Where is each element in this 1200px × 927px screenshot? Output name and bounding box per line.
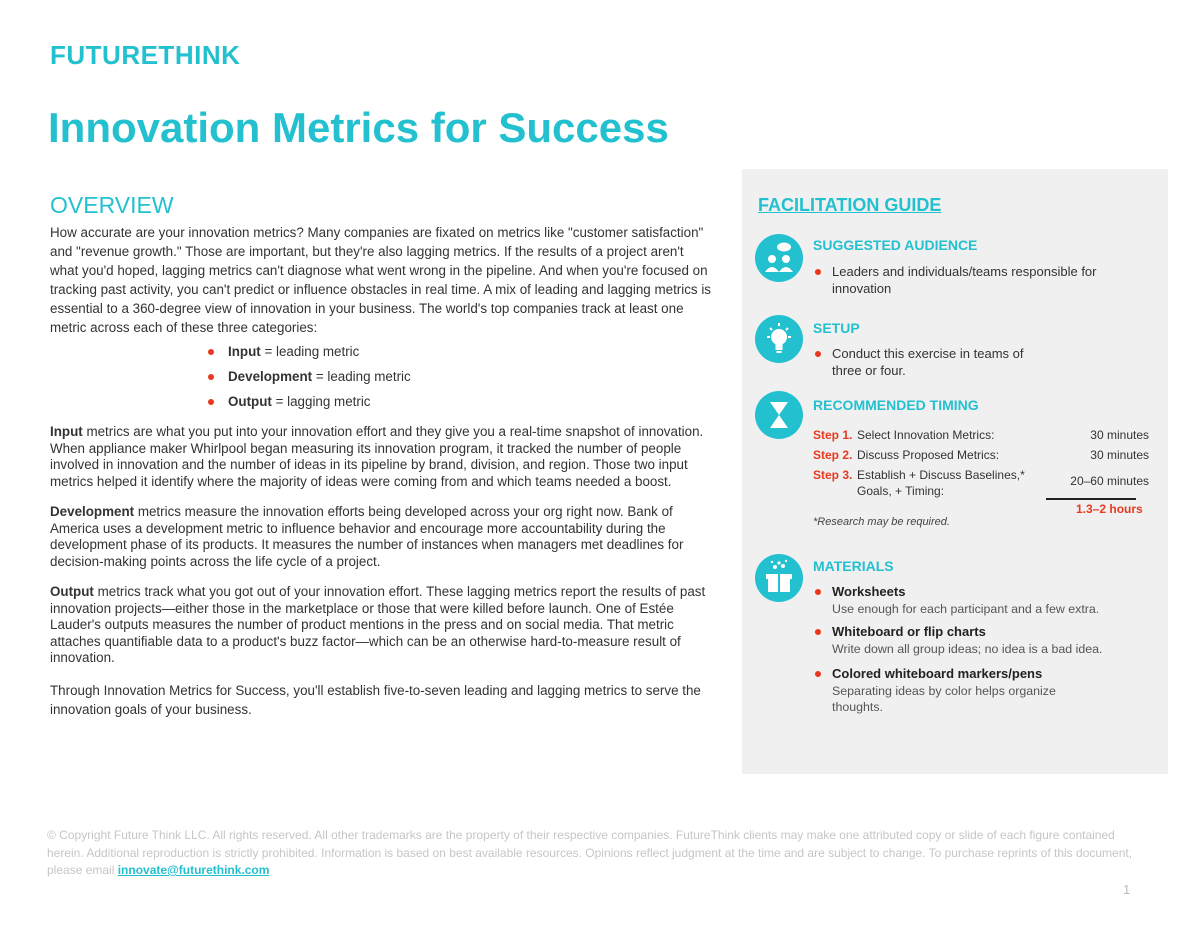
total-divider [1046, 498, 1136, 500]
audience-bullet: Leaders and individuals/teams responsible for innovation [813, 264, 1102, 297]
material-desc: Separating ideas by color helps organize thoughts. [832, 683, 1056, 714]
output-text: metrics track what you got out of your innovation effort. These lagging metrics report the results of past innovation projects—either those in the marketplace or those that were killed before launch. One of Estée Lauder's outputs measures the number of product mentions in the press and on social media. That metric attaches quantifiable data to a product's buzz factor—which can be an otherwise hard-to-measure result of innovation. [50, 584, 706, 665]
overview-heading: OVERVIEW [50, 192, 174, 218]
category-name: Output [228, 394, 272, 409]
category-list [50, 339, 715, 414]
category-name: Development [228, 369, 313, 384]
step-label: Step 3. [813, 468, 853, 482]
copyright-text: © Copyright Future Think LLC. All rights reserved. All other trademarks are the property of their respective companies. FutureThink clients may make one attributed copy or slide of each figure contained herein. Additional reproduction is strictly prohibited. Information is based on best available resources. Opinions reflect judgment at the time and are subject to change. To purchase reprints of this document, please email [47, 828, 1133, 877]
step-duration: 30 minutes [1090, 428, 1149, 442]
input-paragraph [50, 424, 715, 490]
email-link[interactable]: innovate@futurethink.com [117, 863, 270, 877]
setup-heading: SETUP [813, 320, 860, 336]
materials-heading: MATERIALS [813, 558, 894, 574]
audience-heading: SUGGESTED AUDIENCE [813, 237, 978, 253]
timing-step [813, 467, 1153, 499]
facilitation-guide-panel [742, 169, 1168, 774]
step-label: Step 2. [813, 448, 853, 462]
category-desc: = lagging metric [271, 394, 371, 409]
category-name: Input [228, 344, 261, 359]
closing-paragraph: Through Innovation Metrics for Success, you'll establish five-to-seven leading and lagging metrics to serve the innovation goals of your business. [50, 682, 701, 717]
material-item [813, 624, 1132, 657]
list-item [208, 364, 715, 389]
output-paragraph [50, 584, 715, 667]
material-desc: Write down all group ideas; no idea is a bad idea. [832, 641, 1103, 656]
timing-step [813, 447, 1153, 463]
material-name: Whiteboard or flip charts [832, 624, 986, 639]
timing-heading: RECOMMENDED TIMING [813, 397, 979, 413]
lightbulb-icon [755, 315, 803, 363]
step-duration: 30 minutes [1090, 448, 1149, 462]
audience-icon [755, 234, 803, 282]
development-term: Development [50, 504, 135, 519]
category-desc: = leading metric [260, 344, 360, 359]
futurethink-logo: FUTURETHINK [50, 40, 241, 70]
material-name: Worksheets [832, 584, 906, 599]
research-note: *Research may be required. [813, 516, 950, 528]
step-text: Discuss Proposed Metrics: [857, 448, 1000, 462]
material-name: Colored whiteboard markers/pens [832, 666, 1043, 681]
timing-total: 1.3–2 hours [1076, 502, 1143, 516]
page-title: Innovation Metrics for Success [48, 104, 669, 151]
hourglass-icon [755, 391, 803, 439]
category-desc: = leading metric [312, 369, 411, 384]
timing-step [813, 427, 1153, 443]
list-item [208, 389, 715, 414]
output-term: Output [50, 584, 94, 599]
gift-box-icon [755, 554, 803, 602]
step-label: Step 1. [813, 428, 853, 442]
step-text: Establish + Discuss Baselines,* Goals, + Timing: [857, 468, 1025, 498]
overview-intro: How accurate are your innovation metrics? Many companies are fixated on metrics like "customer satisfaction" and "revenue growth." Those are important, but they're also lagging metrics. If the results of a project aren't what you'd hoped, lagging metrics can't diagnose what went wrong in the pipeline. And when you're focused on tracking past activity, you can't predict or influence obstacles in real time. A mix of leading and lagging metrics is essential to a 360-degree view of innovation in your business. The world's top companies track at least one metric across each of these three categories: [50, 225, 712, 335]
list-item [208, 339, 715, 364]
step-text: Select Innovation Metrics: [857, 428, 995, 442]
overview-section [50, 192, 715, 719]
development-paragraph [50, 504, 715, 570]
copyright-footer [47, 827, 1147, 880]
step-duration: 20–60 minutes [1070, 474, 1149, 488]
material-desc: Use enough for each participant and a few extra. [832, 601, 1100, 616]
facilitation-guide-heading: FACILITATION GUIDE [758, 195, 942, 215]
page-number: 1 [1123, 882, 1131, 897]
setup-bullet: Conduct this exercise in teams of three or four. [813, 346, 1052, 379]
material-item [813, 666, 1077, 716]
input-text: metrics are what you put into your innovation effort and they give you a real-time snapshot of innovation. When appliance maker Whirlpool began measuring its innovation program, it tracked the number of people involved in innovation and the number of ideas in its pipeline by brand, division, and region. Those two input metrics helped it identify where the majority of ideas were coming from and which teams needed a boost. [50, 424, 704, 489]
development-text: metrics measure the innovation efforts being developed across your org right now. Bank of America uses a development metric to influence behavior and encourage more accountability during the development phase of its products. It measures the number of instances when managers met deadlines for decision-making points across the life cycle of a project. [50, 504, 684, 569]
input-term: Input [50, 424, 83, 439]
material-item [813, 584, 1132, 617]
